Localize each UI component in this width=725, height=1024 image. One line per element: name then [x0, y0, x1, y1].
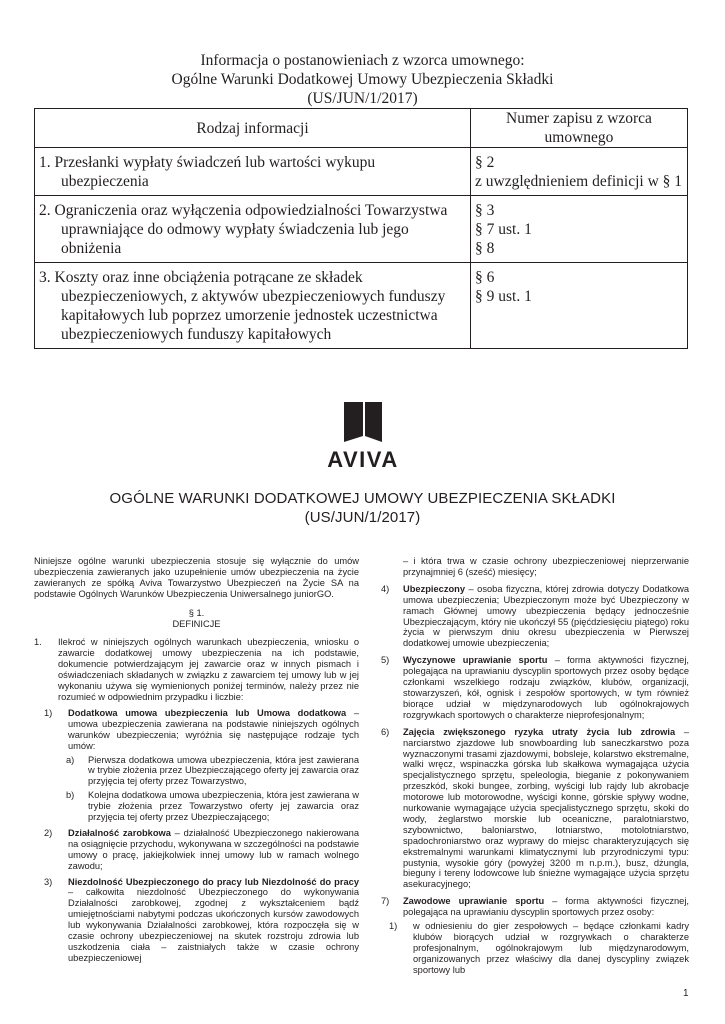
- table-row: [35, 196, 688, 263]
- table-row: [35, 148, 688, 196]
- column-header-clause-number: Numer zapisu z wzorca umownego: [471, 109, 688, 148]
- header-line-2: Ogólne Warunki Dodatkowej Umowy Ubezpieczenia Składki: [171, 71, 554, 88]
- definition-item: [377, 727, 689, 891]
- definition-term: Dodatkowa umowa ubezpieczenia lub Umowa dodatkowa: [68, 707, 347, 718]
- item-number: 1.: [34, 637, 42, 648]
- subdefinition-text: w odniesieniu do gier zespołowych – będące członkami kadry klubów biorących udział w rozgrywkach o charakterze profesjonalnym, ogólnokrajowym lub międzynarodowym, organizowanych przez właściwy dla danej dyscypliny związek sportowy lub: [413, 921, 689, 975]
- definition-number: 6): [381, 726, 390, 737]
- definition-number: 4): [381, 583, 390, 594]
- column-header-info-type: Rodzaj informacji: [35, 109, 471, 148]
- section-title: DEFINICJE: [172, 618, 221, 629]
- main-title-line-1: OGÓLNE WARUNKI DODATKOWEJ UMOWY UBEZPIECZENIA SKŁADKI: [109, 490, 616, 507]
- definition-number: 2): [44, 827, 53, 838]
- left-column: [34, 556, 359, 964]
- main-title-line-2: (US/JUN/1/2017): [304, 509, 421, 526]
- row-reference: § 6: [475, 269, 495, 286]
- table-header-row: [35, 109, 688, 148]
- definition-term: Zawodowe uprawianie sportu: [403, 896, 545, 907]
- subdefinition-text: Pierwsza dodatkowa umowa ubezpieczenia, która jest zawierana w trybie złożenia przez Ubezpieczającego oferty jej zawarcia oraz przyjęcia tej oferty przez Towarzystwo,: [88, 754, 359, 787]
- header-line-1: Informacja o postanowieniach z wzorca umownego:: [200, 52, 525, 69]
- table-row: [35, 263, 688, 349]
- aviva-logo-icon: [344, 402, 382, 442]
- subdefinition-number: a): [66, 754, 75, 765]
- definition-item: [377, 655, 689, 720]
- definition-item: [377, 584, 689, 649]
- information-table: [34, 108, 688, 349]
- definition-item: [34, 877, 359, 964]
- definition-text: – narciarstwo zjazdowe lub snowboarding lub saneczkarstwo poza wyznaczonymi trasami zjazdowymi, bobsleje, kolarstwo ekstremalne, walki wręcz, wspinaczka górska lub skałkowa wymagająca użycia specjalistycznego sprzętu, speleologia, bieganie z pokonywaniem przeszkód, skoki bungee, zorbing, wyścigi lub rajdy lub akrobacje motorowe lub motorowodne, wyścigi konne, górskie spływy wodne, nurkowanie wymagające użycia specjalistycznego sprzętu, skoki do wody, żeglarstwo morskie lub oceaniczne, paralotniarstwo, szybownictwo, baloniarstwo, lotniarstwo, motolotniarstwo, spadochroniarstwo oraz wyprawy do miejsc charakteryzujących się ekstremalnymi warunkami klimatycznymi lub przyrodniczymi typu: pustynia, wysokie góry (powyżej 3200 m n.p.m.), busz, dżungla, bieguny i tereny lodowcowe lub śnieżne wymagające użycia sprzętu asekuracyjnego;: [403, 726, 689, 890]
- aviva-logo: [318, 402, 408, 470]
- definition-number: 3): [44, 876, 53, 887]
- row-reference: § 7 ust. 1: [475, 221, 532, 238]
- definition-text: – umowa ubezpieczenia zawierana na podstawie niniejszych ogólnych warunków ubezpieczenia; wyróżnia się następujące rodzaje tych umów:: [68, 707, 359, 751]
- document-header: [0, 51, 725, 108]
- subdefinition-item: [58, 790, 359, 823]
- list-item: [34, 637, 359, 702]
- definition-item: [377, 896, 689, 918]
- definition-number: 7): [381, 896, 390, 907]
- definition-item: [34, 708, 359, 752]
- subdefinition-item: [377, 921, 689, 976]
- definition-text: – forma aktywności fizycznej, polegająca na uprawianiu dyscyplin sportowych przez osoby będące członkami wszelkiego rodzaju związków, klubów, organizacji, stowarzyszeń, kół, ognisk i zespołów sportowych, w tym również biorące udział w międzynarodowych lub ogólnokrajowych rozgrywkach sportowych o charakterze nieprofesjonalnym;: [403, 655, 689, 720]
- row-reference: § 9 ust. 1: [475, 288, 532, 305]
- aviva-logo-text: AVIVA: [327, 447, 399, 472]
- row-reference: § 3: [475, 202, 495, 219]
- main-title: [0, 489, 725, 527]
- intro-paragraph: Niniejsze ogólne warunki ubezpieczenia stosuje się wyłącznie do umów ubezpieczenia zawieranych jako uzupełnienie umów ubezpieczenia na życie zawieranych ze spółką Aviva Towarzystwo Ubezpieczeń na Życie SA na podstawie Ogólnych Warunków Ubezpieczenia Uniwersalnego juniorGO.: [34, 556, 359, 599]
- right-column: [377, 556, 689, 976]
- page-number: 1: [683, 988, 689, 999]
- definition-item: [34, 828, 359, 872]
- definition-term: Wyczynowe uprawianie sportu: [403, 655, 548, 666]
- row-info-text: 3. Koszty oraz inne obciążenia potrącane ze składek ubezpieczeniowych, z aktywów ubezpieczeniowych funduszy kapitałowych lub poprzez umorzenie jednostek uczestnictwa ubezpieczeniowych funduszy kapitałowych: [39, 269, 446, 343]
- definition-term: Ubezpieczony: [403, 583, 465, 594]
- subdefinition-text: Kolejna dodatkowa umowa ubezpieczenia, która jest zawierana w trybie złożenia przez Towarzystwo oferty jej zawarcia oraz przyjęcia tej oferty przez Ubezpieczającego;: [88, 790, 359, 823]
- row-info-text: 2. Ograniczenia oraz wyłączenia odpowiedzialności Towarzystwa uprawniające do odmowy wypłaty świadczenia lub jego obniżenia: [39, 202, 448, 257]
- section-number: § 1.: [188, 607, 205, 618]
- definition-term: Działalność zarobkowa: [68, 827, 171, 838]
- definition-number: 5): [381, 655, 390, 666]
- subdefinition-number: b): [66, 790, 75, 801]
- header-line-3: (US/JUN/1/2017): [307, 90, 418, 107]
- row-reference: § 2: [475, 154, 495, 171]
- continuation-text: – i która trwa w czasie ochrony ubezpieczeniowej nieprzerwanie przynajmniej 6 (sześć) miesięcy;: [403, 556, 689, 577]
- row-reference: z uwzględnieniem definicji w § 1: [475, 173, 683, 190]
- definition-term: Niezdolność Ubezpieczonego do pracy lub Niezdolność do pracy: [68, 876, 359, 887]
- definition-number: 1): [44, 707, 53, 718]
- row-info-text: 1. Przesłanki wypłaty świadczeń lub wartości wykupu ubezpieczenia: [39, 154, 376, 190]
- definition-text: – osoba fizyczna, której zdrowia dotyczy Dodatkowa umowa ubezpieczenia; Ubezpieczonym może być Ubezpieczony w ramach Głównej umowy ubezpieczenia będący jednocześnie Ubezpieczającym, który nie ukończył 55 (pięćdziesięciu piątego) roku życia w pierwszym dniu okresu ubezpieczenia w Pierwszej dodatkowej umowie ubezpieczenia;: [403, 583, 689, 649]
- definition-text: – forma aktywności fizycznej, polegająca na uprawianiu dyscyplin sportowych przez osoby:: [403, 896, 689, 918]
- item-text: Ilekroć w niniejszych ogólnych warunkach ubezpieczenia, wniosku o zawarcie dodatkowej umowy ubezpieczenia na ich podstawie, dokumencie potwierdzającym jej zawarcie oraz w innych pismach i oświadczeniach składanych w związku z zawarciem tej umowy lub w jej wykonaniu używa się wymienionych poniżej terminów, należy przez nie rozumieć w odpowiednim przypadku i liczbie:: [58, 637, 359, 702]
- subdefinition-number: 1): [389, 921, 398, 932]
- definition-text: – całkowita niezdolność Ubezpieczonego do wykonywania Działalności zarobkowej, zgodnej z wykształceniem bądź umiejętnościami nabytymi podczas ukończonych kursów zawodowych lub wykonywania Działalności zarobkowej, która rozpoczęła się w czasie ochrony ubezpieczeniowej na skutek rozstroju zdrowia lub uszkodzenia ciała – zaistniałych także w czasie ochrony ubezpieczeniowej: [68, 887, 359, 963]
- row-reference: § 8: [475, 240, 495, 257]
- definition-term: Zajęcia zwiększonego ryzyka utraty życia lub zdrowia: [403, 726, 676, 737]
- definition-text: – działalność Ubezpieczonego nakierowana na osiągnięcie przychodu, wykonywana w szczególności na podstawie umowy o pracę, jakiejkolwiek innej umowy lub w ramach wolnego zawodu;: [68, 827, 359, 871]
- subdefinition-item: [58, 755, 359, 788]
